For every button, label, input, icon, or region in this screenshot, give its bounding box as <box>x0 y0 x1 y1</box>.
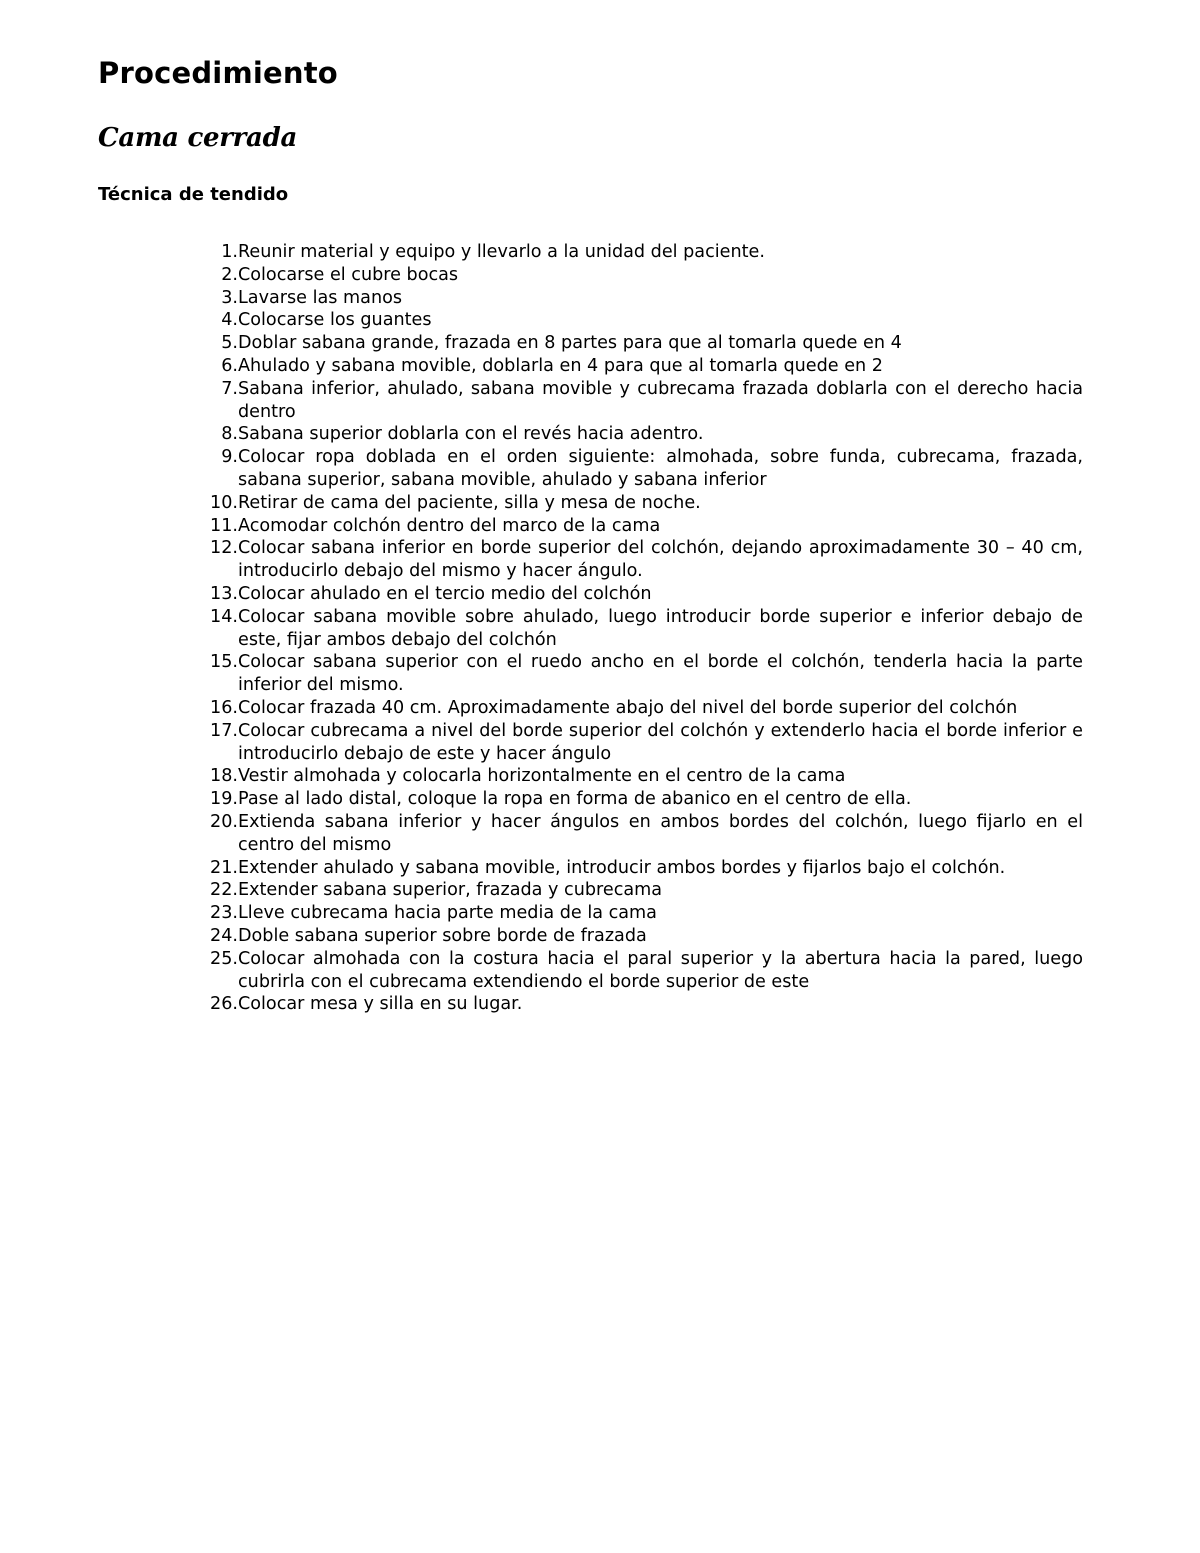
list-item-number: 21. <box>210 857 238 878</box>
list-item <box>200 788 1083 811</box>
list-item-number: 6. <box>221 355 238 376</box>
list-item <box>200 378 1083 424</box>
list-item-text: Ahulado y sabana movible, doblarla en 4 para que al tomarla quede en 2 <box>238 355 883 376</box>
list-item-number: 3. <box>221 287 238 308</box>
list-item-text: Extienda sabana inferior y hacer ángulos en ambos bordes del colchón, luego fijarlo en el centro del mismo <box>238 811 1083 855</box>
list-item-text: Colocar almohada con la costura hacia el paral superior y la abertura hacia la pared, luego cubrirla con el cubrecama extendiendo el borde superior de este <box>238 948 1083 992</box>
list-item <box>200 537 1083 583</box>
list-item-number: 1. <box>221 242 238 262</box>
list-item <box>200 651 1083 697</box>
list-item-text: Retirar de cama del paciente, silla y mesa de noche. <box>238 492 701 513</box>
list-item-text: Extender ahulado y sabana movible, introducir ambos bordes y fijarlos bajo el colchón. <box>238 857 1006 878</box>
list-item <box>200 765 1083 788</box>
list-item <box>200 720 1083 766</box>
list-item-text: Colocar ropa doblada en el orden siguiente: almohada, sobre funda, cubrecama, frazada, sabana superior, sabana movible, ahulado y sabana inferior <box>238 447 1083 490</box>
list-item-number: 7. <box>221 378 238 399</box>
list-item <box>200 857 1083 880</box>
list-item-number: 15. <box>210 652 238 673</box>
list-item-number: 13. <box>210 583 238 604</box>
list-item-text: Extender sabana superior, frazada y cubrecama <box>238 880 663 901</box>
list-item-number: 23. <box>210 903 238 924</box>
list-item-number: 8. <box>221 424 238 445</box>
list-item-text: Lavarse las manos <box>238 287 403 308</box>
list-item-number: 19. <box>210 789 238 810</box>
list-item <box>200 287 1083 310</box>
list-item-number: 18. <box>210 766 238 787</box>
list-item-number: 12. <box>210 538 238 559</box>
list-item-text: Acomodar colchón dentro del marco de la cama <box>238 515 661 536</box>
page-subtitle: Cama cerrada <box>98 123 297 153</box>
list-item <box>200 423 1083 446</box>
list-item-text: Pase al lado distal, coloque la ropa en forma de abanico en el centro de ella. <box>238 789 912 810</box>
list-item-text: Colocar ahulado en el tercio medio del colchón <box>238 583 652 604</box>
list-item <box>200 902 1083 925</box>
list-item <box>200 264 1083 287</box>
list-item-text: Colocar mesa y silla en su lugar. <box>238 994 523 1015</box>
list-item-text: Colocar frazada 40 cm. Aproximadamente abajo del nivel del borde superior del colchón <box>238 697 1018 718</box>
list-item-text: Vestir almohada y colocarla horizontalmente en el centro de la cama <box>238 766 846 787</box>
list-item-text: Doblar sabana grande, frazada en 8 partes para que al tomarla quede en 4 <box>238 333 902 354</box>
list-item <box>200 241 1083 264</box>
list-item <box>200 948 1083 994</box>
list-item-text: Colocar sabana superior con el ruedo ancho en el borde el colchón, tenderla hacia la parte inferior del mismo. <box>238 652 1083 696</box>
list-item-text: Colocarse el cubre bocas <box>238 264 459 285</box>
list-item-text: Doble sabana superior sobre borde de frazada <box>238 925 647 946</box>
list-item <box>200 492 1083 515</box>
list-item <box>200 583 1083 606</box>
page-title: Procedimiento <box>98 56 338 90</box>
list-item-text: Sabana superior doblarla con el revés hacia adentro. <box>238 424 704 445</box>
list-item <box>200 811 1083 857</box>
list-item-text: Colocar sabana movible sobre ahulado, luego introducir borde superior e inferior debajo de este, fijar ambos debajo del colchón <box>238 606 1083 650</box>
list-item-number: 17. <box>210 720 238 741</box>
list-item-number: 10. <box>210 492 238 513</box>
list-item-text: Sabana inferior, ahulado, sabana movible y cubrecama frazada doblarla con el derecho hacia dentro <box>238 378 1083 422</box>
list-item <box>200 606 1083 652</box>
section-heading: Técnica de tendido <box>98 184 289 205</box>
list-item <box>200 515 1083 538</box>
list-item <box>200 697 1083 720</box>
list-item-number: 26. <box>210 994 238 1015</box>
list-item-text: Colocar sabana inferior en borde superior del colchón, dejando aproximadamente 30 – 40 cm, introducirlo debajo del mismo y hacer ángulo. <box>238 538 1083 582</box>
list-item <box>200 879 1083 902</box>
list-item-text: Reunir material y equipo y llevarlo a la unidad del paciente. <box>238 242 765 262</box>
steps-list <box>200 241 1083 1016</box>
list-item-number: 16. <box>210 697 238 718</box>
list-item <box>200 309 1083 332</box>
list-item-number: 14. <box>210 606 238 627</box>
list-item-number: 11. <box>210 515 238 536</box>
list-item <box>200 446 1083 492</box>
list-item <box>200 332 1083 355</box>
list-item <box>200 355 1083 378</box>
list-item <box>200 993 1083 1016</box>
list-item-number: 24. <box>210 925 238 946</box>
list-item-number: 4. <box>221 310 238 331</box>
list-item <box>200 925 1083 948</box>
list-item-number: 5. <box>221 333 238 354</box>
list-item-number: 25. <box>210 948 238 969</box>
list-item-text: Colocarse los guantes <box>238 310 432 331</box>
list-item-number: 2. <box>221 264 238 285</box>
list-item-number: 20. <box>210 811 238 832</box>
list-item-text: Colocar cubrecama a nivel del borde superior del colchón y extenderlo hacia el borde inferior e introducirlo debajo de este y hacer ángulo <box>238 720 1083 764</box>
list-item-number: 9. <box>221 447 238 468</box>
list-item-text: Lleve cubrecama hacia parte media de la cama <box>238 903 657 924</box>
list-item-number: 22. <box>210 880 238 901</box>
